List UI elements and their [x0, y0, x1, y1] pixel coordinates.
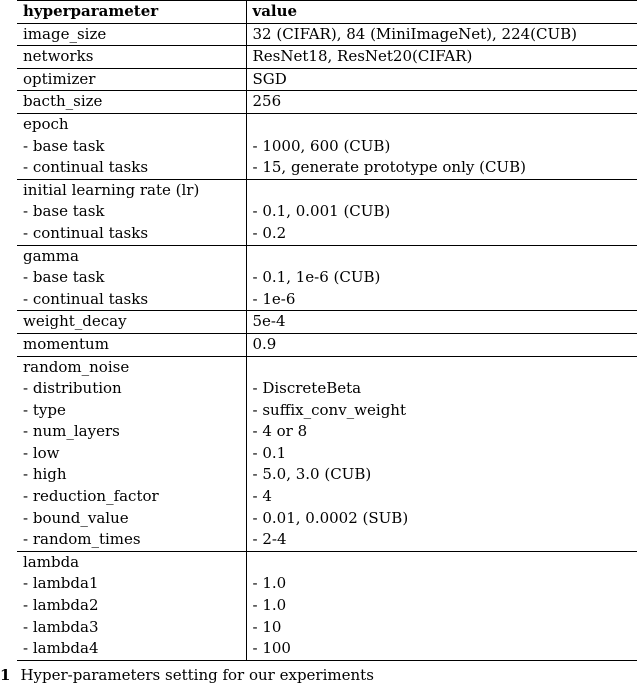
table-row: [17, 595, 637, 617]
table-row: [17, 421, 637, 443]
value-cell: - 1000, 600 (CUB): [252, 136, 391, 155]
value-cell: - 4 or 8: [252, 422, 308, 441]
hyperparameter-cell: - continual tasks: [17, 223, 246, 245]
hyperparameter-cell: - low: [17, 443, 246, 465]
value-cell: 256: [246, 91, 637, 114]
table-row-group: [17, 311, 637, 334]
table-row: [17, 245, 637, 267]
table-row-group: [17, 179, 637, 245]
table-row: [17, 267, 637, 289]
hyperparameter-cell: initial learning rate (lr): [17, 179, 246, 201]
value-cell: 32 (CIFAR), 84 (MiniImageNet), 224(CUB): [246, 23, 637, 46]
value-cell: - 5.0, 3.0 (CUB): [252, 465, 372, 484]
caption-number: 1: [0, 666, 11, 684]
hyperparameter-cell: - lambda3: [17, 617, 246, 639]
table-row-group: [17, 551, 637, 660]
table-row: [17, 201, 637, 223]
value-cell: - 2-4: [246, 529, 637, 551]
value-cell: - 1.0: [252, 574, 287, 593]
hyperparameter-table-container: [17, 0, 637, 661]
value-cell: - 0.1, 0.001 (CUB): [252, 202, 391, 221]
table-row: [17, 113, 637, 135]
hyperparameter-cell: - random_times: [17, 529, 246, 551]
value-cell: - 1.0: [252, 596, 287, 615]
hyperparameter-cell: - bound_value: [17, 508, 246, 530]
value-cell: - 100: [246, 638, 637, 660]
value-cell: - DiscreteBeta: [252, 379, 362, 398]
hyperparameter-cell: optimizer: [17, 68, 246, 91]
table-row-group: [17, 113, 637, 179]
hyperparameter-cell: - lambda1: [17, 573, 246, 595]
table-row: [17, 400, 637, 422]
table-row-group: [17, 333, 637, 356]
hyperparameter-cell: - base task: [17, 136, 246, 158]
table-row-group: [17, 68, 637, 91]
hyperparameter-cell: gamma: [17, 245, 246, 267]
table-row: [17, 356, 637, 378]
hyperparameter-cell: random_noise: [17, 356, 246, 378]
value-cell: - 10: [252, 617, 282, 636]
table-row: [17, 638, 637, 660]
table-row-group: [17, 46, 637, 69]
value-cell: - 15, generate prototype only (CUB): [246, 157, 637, 179]
hyperparameter-cell: - distribution: [17, 378, 246, 400]
value-cell: SGD: [246, 68, 637, 91]
table-row: [17, 464, 637, 486]
table-row: [17, 508, 637, 530]
value-cell: - 1e-6: [246, 289, 637, 311]
table-row: [17, 333, 637, 356]
value-cell: 0.9: [246, 333, 637, 356]
hyperparameter-cell: - high: [17, 464, 246, 486]
hyperparameter-cell: - lambda2: [17, 595, 246, 617]
value-cell: [246, 179, 637, 201]
table-caption: [0, 664, 374, 686]
value-cell: - 0.01, 0.0002 (SUB): [252, 508, 409, 527]
header-value: value: [246, 1, 637, 24]
table-row-group: [17, 356, 637, 551]
value-cell: - 0.1, 1e-6 (CUB): [252, 268, 381, 287]
table-row-group: [17, 91, 637, 114]
value-cell: - suffix_conv_weight: [252, 400, 406, 419]
value-cell: - 0.2: [246, 223, 637, 245]
hyperparameter-cell: - reduction_factor: [17, 486, 246, 508]
hyperparameter-cell: - base task: [17, 201, 246, 223]
table-row-group: [17, 23, 637, 46]
hyperparameter-cell: bacth_size: [17, 91, 246, 114]
table-row: [17, 289, 637, 311]
table-row: [17, 617, 637, 639]
table-row: [17, 46, 637, 69]
hyperparameter-cell: - base task: [17, 267, 246, 289]
table-row: [17, 529, 637, 551]
hyperparameter-cell: - continual tasks: [17, 289, 246, 311]
value-cell: 5e-4: [246, 311, 637, 334]
table-row: [17, 23, 637, 46]
hyperparameter-cell: - continual tasks: [17, 157, 246, 179]
hyperparameter-cell: - num_layers: [17, 421, 246, 443]
value-cell: - 0.1: [252, 443, 287, 462]
hyperparameter-cell: - type: [17, 400, 246, 422]
table-row: [17, 223, 637, 245]
table-row: [17, 573, 637, 595]
table-row: [17, 311, 637, 334]
table-row: [17, 486, 637, 508]
hyperparameter-cell: weight_decay: [17, 311, 246, 334]
value-cell: - 4: [252, 487, 272, 506]
table-header: [17, 1, 637, 24]
table-header-row: [17, 1, 637, 24]
value-cell: [246, 356, 637, 378]
hyperparameter-table: [17, 0, 637, 661]
table-row: [17, 91, 637, 114]
hyperparameter-cell: lambda: [17, 551, 246, 573]
hyperparameter-cell: networks: [17, 46, 246, 69]
value-cell: [246, 245, 637, 267]
table-row: [17, 136, 637, 158]
caption-text: Hyper-parameters setting for our experiments: [20, 666, 374, 684]
hyperparameter-cell: - lambda4: [17, 638, 246, 660]
hyperparameter-cell: epoch: [17, 113, 246, 135]
table-row: [17, 157, 637, 179]
table-row: [17, 443, 637, 465]
header-hyperparameter: hyperparameter: [17, 1, 246, 24]
value-cell: [246, 551, 637, 573]
value-cell: ResNet18, ResNet20(CIFAR): [246, 46, 637, 69]
table-row-group: [17, 245, 637, 311]
table-row: [17, 551, 637, 573]
hyperparameter-cell: image_size: [17, 23, 246, 46]
table-row: [17, 68, 637, 91]
table-row: [17, 378, 637, 400]
hyperparameter-cell: momentum: [17, 333, 246, 356]
value-cell: [246, 113, 637, 135]
table-row: [17, 179, 637, 201]
